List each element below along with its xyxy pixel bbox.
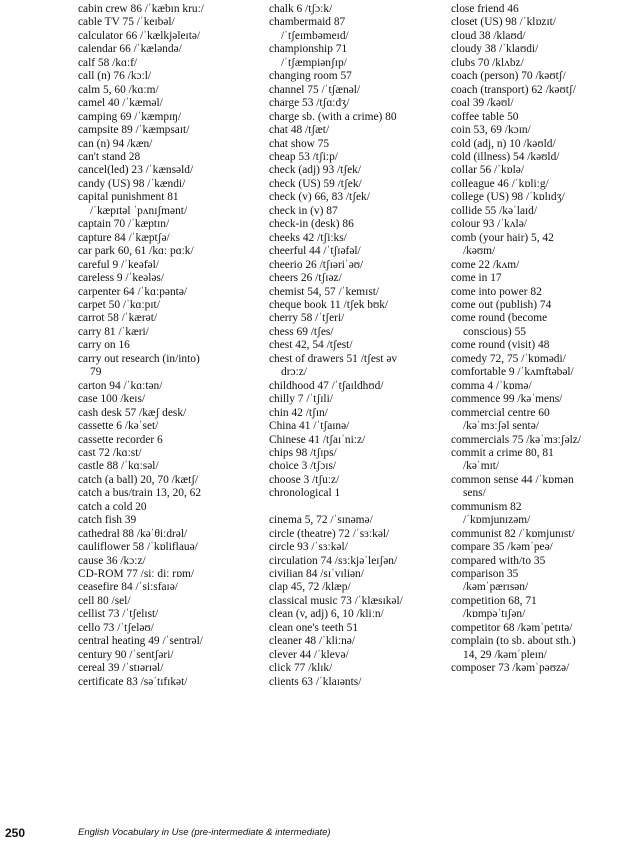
index-entry: charge 53 /tʃɑːdʒ/ <box>269 97 350 110</box>
index-entry: cereal 39 /ˈstɪərɪəl/ <box>78 662 164 675</box>
index-entry: coin 53, 69 /kɔɪn/ <box>451 124 531 137</box>
index-entry: chin 42 /tʃɪn/ <box>269 406 328 419</box>
index-entry: cellist 73 /ˈtʃelɪst/ <box>78 608 159 621</box>
index-entry: communist 82 /ˈkɒmjunɪst/ <box>451 527 575 540</box>
index-entry: commence 99 /kəˈmens/ <box>451 393 563 406</box>
index-entry: capture 84 /ˈkæptʃə/ <box>78 231 170 244</box>
index-entry: carton 94 /ˈkɑːtən/ <box>78 379 163 392</box>
index-entry: catch fish 39 <box>78 514 137 527</box>
index-entry: comedy 72, 75 /ˈkɒmədi/ <box>451 352 566 365</box>
index-entry: case 100 /keɪs/ <box>78 393 146 406</box>
index-entry: channel 75 /ˈtʃænəl/ <box>269 83 361 96</box>
index-entry: cheers 26 /tʃɪəz/ <box>269 272 342 285</box>
index-entry: comma 4 /ˈkɒmə/ <box>451 379 532 392</box>
index-entry: /ˈtʃeɪmbəmeɪd/ <box>281 29 349 42</box>
index-entry: circle 93 /ˈsɜːkəl/ <box>269 541 348 554</box>
index-entry: charge sb. (with a crime) 80 <box>269 110 397 123</box>
page-number: 250 <box>5 826 26 840</box>
index-entry: carpenter 64 /ˈkɑːpəntə/ <box>78 285 188 298</box>
index-entry: /kɒmpəˈtɪʃən/ <box>463 608 526 621</box>
index-entry: coal 39 /kəʊl/ <box>451 97 514 110</box>
index-entry: cast 72 /kɑːst/ <box>78 446 142 459</box>
index-entry: complain (to sb. about sth.) <box>451 635 576 648</box>
index-entry: certificate 83 /səˈtɪfɪkət/ <box>78 675 188 688</box>
index-entry: calm 5, 60 /kɑːm/ <box>78 83 159 96</box>
index-entry: chilly 7 /ˈtʃɪli/ <box>269 393 333 406</box>
index-entry: calf 58 /kɑːf/ <box>78 56 138 69</box>
index-entry: check (adj) 93 /tʃek/ <box>269 164 362 177</box>
index-entry: commercial centre 60 <box>451 406 550 419</box>
index-entry: cheerio 26 /tʃɪəriˈəʊ/ <box>269 258 364 271</box>
index-entry: check (US) 59 /tʃek/ <box>269 177 362 190</box>
index-entry: cancel(led) 23 /ˈkænsəld/ <box>78 164 194 177</box>
index-entry: cello 73 /ˈtʃeləʊ/ <box>78 621 154 634</box>
index-entry: cold (adj, n) 10 /kəʊld/ <box>451 137 556 150</box>
index-entry: cloud 38 /klaʊd/ <box>451 29 526 42</box>
index-entry: drɔːz/ <box>281 366 307 379</box>
index-entry: /kəˈmɜːʃəl sentə/ <box>463 420 539 433</box>
index-entry: come into power 82 <box>451 285 542 298</box>
index-entry: check in (v) 87 <box>269 204 338 217</box>
index-entry: circle (theatre) 72 /ˈsɜːkəl/ <box>269 527 390 540</box>
index-entry: compare 35 /kəmˈpeə/ <box>451 541 553 554</box>
index-entry: cold (illness) 54 /kəʊld/ <box>451 150 560 163</box>
index-column-2 <box>269 3 449 689</box>
index-entry: composer 73 /kəmˈpəʊzə/ <box>451 662 570 675</box>
index-entry: close friend 46 <box>451 3 519 15</box>
index-entry: coffee table 50 <box>451 110 519 123</box>
index-entry: cassette recorder 6 <box>78 433 163 446</box>
index-entry: choose 3 /tʃuːz/ <box>269 473 340 486</box>
index-entry: /ˈkæpɪtəl ˈpʌnɪʃmənt/ <box>90 204 188 217</box>
index-entry: check (v) 66, 83 /tʃek/ <box>269 191 370 204</box>
index-entry: comfortable 9 /ˈkʌmftəbəl/ <box>451 366 574 379</box>
index-entry: carrot 58 /ˈkærət/ <box>78 312 158 325</box>
index-entry: castle 88 /ˈkɑːsəl/ <box>78 460 159 473</box>
index-entry: car park 60, 61 /kɑː pɑːk/ <box>78 245 194 258</box>
index-entry: chest of drawers 51 /tʃest əv <box>269 352 398 365</box>
index-entry: comparison 35 <box>451 568 519 581</box>
page-footer <box>0 826 618 846</box>
index-entry: 14, 29 /kəmˈpleɪn/ <box>463 648 547 661</box>
index-entry: come in 17 <box>451 272 502 285</box>
index-entry: chat 48 /tʃæt/ <box>269 124 330 137</box>
index-entry: check-in (desk) 86 <box>269 218 354 231</box>
index-entry: CD-ROM 77 /siː diː rɒm/ <box>78 568 195 581</box>
index-entry: carry on 16 <box>78 339 130 352</box>
index-entry: compared with/to 35 <box>451 554 546 567</box>
index-entry: cabin crew 86 /ˈkæbɪn kruː/ <box>78 3 204 15</box>
index-column-1 <box>78 3 250 689</box>
index-entry: come round (visit) 48 <box>451 339 550 352</box>
index-entry: clients 63 /ˈklaɪənts/ <box>269 675 362 688</box>
index-entry: come out (publish) 74 <box>451 298 552 311</box>
index-entry: carry 81 /ˈkæri/ <box>78 325 149 338</box>
index-entry: can (n) 94 /kæn/ <box>78 137 153 150</box>
index-entry: sens/ <box>463 487 486 500</box>
index-entry: cable TV 75 /ˈkeɪbəl/ <box>78 16 175 29</box>
index-entry: capital punishment 81 <box>78 191 179 204</box>
index-entry: cheque book 11 /tʃek bʊk/ <box>269 298 389 311</box>
index-entry: /ˈkɒmjunɪzəm/ <box>463 514 531 527</box>
index-entry: championship 71 <box>269 43 348 56</box>
index-entry: clever 44 /ˈklevə/ <box>269 648 349 661</box>
index-entry: chalk 6 /tʃɔːk/ <box>269 3 333 15</box>
index-entry: competitor 68 /kəmˈpetɪtə/ <box>451 621 573 634</box>
index-entry: coach (transport) 62 /kəʊtʃ/ <box>451 83 576 96</box>
index-entry: captain 70 /ˈkæptɪn/ <box>78 218 170 231</box>
index-entry: conscious) 55 <box>463 325 526 338</box>
index-entry: commit a crime 80, 81 <box>451 446 554 459</box>
index-entry <box>269 501 449 514</box>
index-entry: coach (person) 70 /kəʊtʃ/ <box>451 70 566 83</box>
index-entry: competition 68, 71 <box>451 594 537 607</box>
index-entry: calendar 66 /ˈkæləndə/ <box>78 43 182 56</box>
index-entry: chips 98 /tʃɪps/ <box>269 446 337 459</box>
index-entry: cloudy 38 /ˈklaʊdi/ <box>451 43 539 56</box>
index-entry: cathedral 88 /kəˈθiːdrəl/ <box>78 527 188 540</box>
index-entry: college (US) 98 /ˈkɒlɪdʒ/ <box>451 191 565 204</box>
index-entry: /kəʊm/ <box>463 245 496 258</box>
index-entry: carpet 50 /ˈkɑːpɪt/ <box>78 298 160 311</box>
index-entry: 79 <box>90 366 102 379</box>
index-entry: catch a cold 20 <box>78 500 147 513</box>
index-entry: /kəmˈpærɪsən/ <box>463 581 529 594</box>
index-entry: clean one's teeth 51 <box>269 621 359 634</box>
index-entry: /kəˈmɪt/ <box>463 460 500 473</box>
index-entry: come round (become <box>451 312 548 325</box>
index-entry: call (n) 76 /kɔːl/ <box>78 70 152 83</box>
index-entry: communism 82 <box>451 500 522 513</box>
index-entry: chat show 75 <box>269 137 330 150</box>
index-entry: changing room 57 <box>269 70 352 83</box>
index-entry: ceasefire 84 /ˈsiːsfaɪə/ <box>78 581 178 594</box>
index-entry: cheeks 42 /tʃiːks/ <box>269 231 347 244</box>
index-entry: colleague 46 /ˈkɒliːg/ <box>451 177 549 190</box>
index-entry: collar 56 /ˈkɒlə/ <box>451 164 525 177</box>
index-entry: campsite 89 /ˈkæmpsaɪt/ <box>78 124 190 137</box>
index-entry: cinema 5, 72 /ˈsɪnəmə/ <box>269 514 373 527</box>
index-entry: calculator 66 /ˈkælkjəleɪtə/ <box>78 29 201 42</box>
index-entry: collide 55 /kəˈlaɪd/ <box>451 204 538 217</box>
index-entry: careful 9 /ˈkeəfəl/ <box>78 258 159 271</box>
index-entry: chess 69 /tʃes/ <box>269 325 334 338</box>
index-entry: closet (US) 98 /ˈklɒzɪt/ <box>451 16 556 29</box>
index-entry: candy (US) 98 /ˈkændi/ <box>78 177 186 190</box>
index-entry: cassette 6 /kəˈset/ <box>78 420 159 433</box>
index-entry: chest 42, 54 /tʃest/ <box>269 339 353 352</box>
index-entry: /ˈtʃæmpiənʃɪp/ <box>281 56 347 69</box>
index-entry: civilian 84 /sɪˈvɪliən/ <box>269 568 364 581</box>
index-entry: chronological 1 <box>269 487 341 500</box>
index-entry: century 90 /ˈsentʃəri/ <box>78 648 174 661</box>
index-entry: carry out research (in/into) <box>78 352 200 365</box>
index-entry: can't stand 28 <box>78 150 141 163</box>
index-entry: comb (your hair) 5, 42 <box>451 231 554 244</box>
index-entry: come 22 /kʌm/ <box>451 258 520 271</box>
index-entry: childhood 47 /ˈtʃaɪldhʊd/ <box>269 379 384 392</box>
index-entry: China 41 /ˈtʃaɪnə/ <box>269 420 350 433</box>
index-entry: cauliflower 58 /ˈkɒliflauə/ <box>78 541 198 554</box>
index-column-3 <box>451 3 617 676</box>
index-entry: cash desk 57 /kæʃ desk/ <box>78 406 187 419</box>
index-entry: clap 45, 72 /klæp/ <box>269 581 351 594</box>
index-entry: clean (v, adj) 6, 10 /kliːn/ <box>269 608 384 621</box>
index-entry: commercials 75 /kəˈmɜːʃəlz/ <box>451 433 582 446</box>
index-entry: chemist 54, 57 /ˈkemɪst/ <box>269 285 380 298</box>
index-entry: catch a bus/train 13, 20, 62 <box>78 487 202 500</box>
book-title: English Vocabulary in Use (pre-intermediate & intermediate) <box>78 827 331 838</box>
index-entry: colour 93 /ˈkʌlə/ <box>451 218 527 231</box>
index-entry: cheap 53 /tʃiːp/ <box>269 150 338 163</box>
index-entry: camel 40 /ˈkæməl/ <box>78 97 163 110</box>
index-entry: choice 3 /tʃɔɪs/ <box>269 460 337 473</box>
index-entry: chambermaid 87 <box>269 16 346 29</box>
index-entry: cheerful 44 /ˈtʃɪəfəl/ <box>269 245 361 258</box>
index-entry: catch (a ball) 20, 70 /kætʃ/ <box>78 473 199 486</box>
index-entry: cherry 58 /ˈtʃeri/ <box>269 312 345 325</box>
index-entry: common sense 44 /ˈkɒmən <box>451 473 574 486</box>
index-entry: careless 9 /ˈkeələs/ <box>78 272 165 285</box>
index-entry: cleaner 48 /ˈkliːnə/ <box>269 635 356 648</box>
index-entry: click 77 /klɪk/ <box>269 662 333 675</box>
index-entry: clubs 70 /klʌbz/ <box>451 56 524 69</box>
index-entry: circulation 74 /sɜːkjəˈleɪʃən/ <box>269 554 398 567</box>
index-entry: Chinese 41 /tʃaɪˈniːz/ <box>269 433 366 446</box>
index-entry: classical music 73 /ˈklæsɪkəl/ <box>269 594 403 607</box>
index-entry: camping 69 /ˈkæmpɪŋ/ <box>78 110 182 123</box>
index-entry: cause 36 /kɔːz/ <box>78 554 146 567</box>
index-entry: central heating 49 /ˈsentrəl/ <box>78 635 203 648</box>
index-entry: cell 80 /sel/ <box>78 594 131 607</box>
